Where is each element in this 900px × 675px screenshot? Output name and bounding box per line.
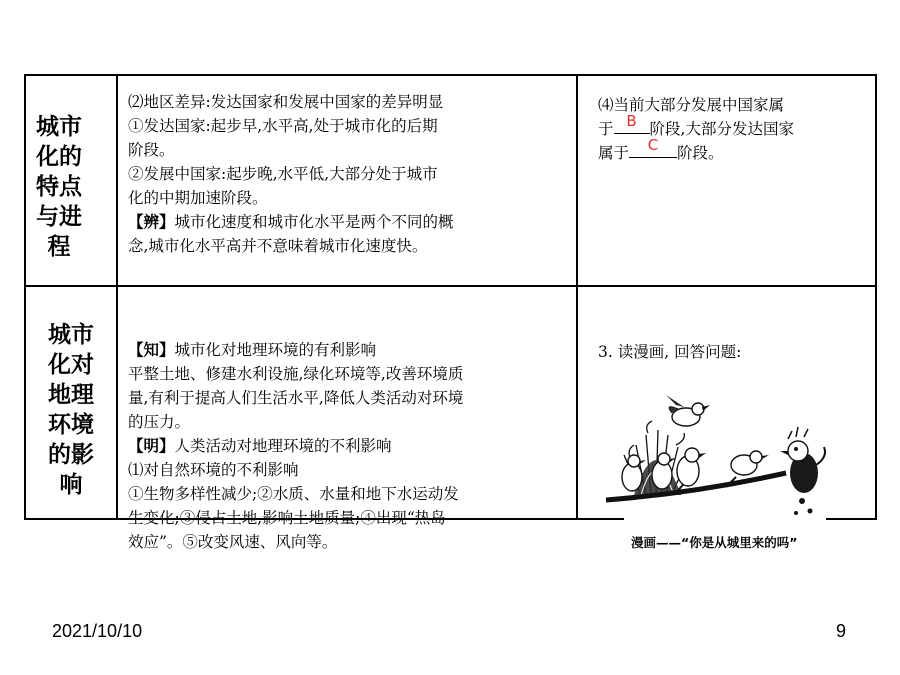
note-line: 【辨】城市化速度和城市化水平是两个不同的概 [128, 212, 454, 231]
region-difference-line: ⑵地区差异:发达国家和发展中国家的差异明显 [128, 93, 444, 111]
table-col-divider-1 [116, 74, 118, 520]
table-row-divider [24, 285, 877, 287]
developing-country-line-2: 化的中期加速阶段。 [128, 189, 268, 207]
row1-middle-text [128, 90, 572, 258]
row1-right-question: ⑷当前大部分发展中国家属 于 B 阶段,大部分发达国家 属于 C 阶段。 [598, 96, 794, 162]
developed-country-line: ①发达国家:起步早,水平高,处于城市化的后期 [128, 117, 438, 135]
note-line-2: 念,城市化水平高并不意味着城市化速度快。 [128, 237, 428, 255]
know-tag: 【知】 [128, 340, 175, 359]
ming-tag: 【明】 [128, 436, 175, 455]
know-title: 城市化对地理环境的有利影响 [174, 341, 377, 359]
table-right-border [875, 74, 877, 520]
ming-title: 人类活动对地理环境的不利影响 [174, 437, 392, 455]
answer-blank-2: C [629, 141, 677, 158]
cartoon-question: 3. 读漫画, 回答问题: [598, 343, 742, 361]
developed-country-line-2: 阶段。 [128, 141, 175, 159]
table-top-border [24, 74, 877, 76]
row1-heading: 城市 化的 特点 与进 程 [36, 114, 82, 260]
table-bottom-border-right [826, 518, 877, 520]
page-number: 9 [836, 621, 847, 641]
note-tag: 【辨】 [128, 212, 175, 231]
answer-blank-1: B [614, 117, 650, 134]
footer-date: 2021/10/10 [52, 621, 143, 641]
birds-cartoon-image [606, 385, 831, 530]
row2-middle-text: 【知】城市化对地理环境的有利影响 平整土地、修建水利设施,绿化环境等,改善环境质 量,有利于提高人们生活水平,降低人类活动对环境 的压力。 【明】人类活动对地理环境的不利影响 ⑴对自然环境的不利影响 ①生物多样性减少;②水质、水量和地下水运动发 生变化;③侵占土地,影响土地质量;④出现“热岛 效应”。⑤改变风速、风向等。 [128, 340, 464, 551]
row2-heading: 城市 化对 地理 环境 的影 响 [48, 322, 94, 498]
developing-country-line: ②发展中国家:起步晚,水平低,大部分处于城市 [128, 165, 438, 183]
cartoon-caption: 漫画——“你是从城里来的吗” [631, 535, 798, 550]
